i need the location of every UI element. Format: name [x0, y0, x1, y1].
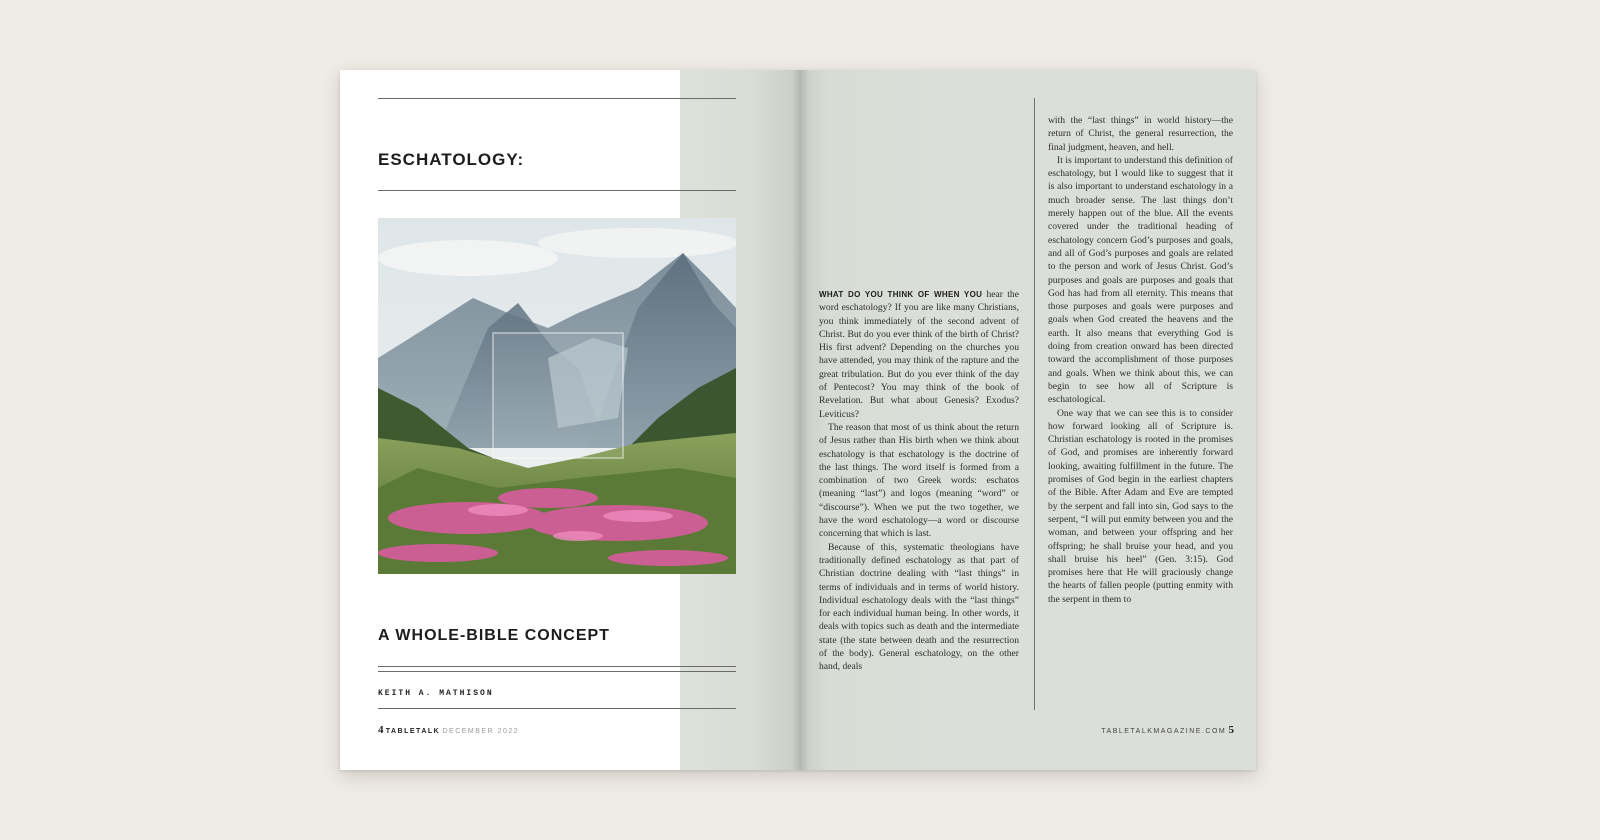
- col1-paragraph-1: hear the word eschatology? If you are like many Christians, you think immediately of the second advent of Christ. But do you ever think of the birth of Christ? His first advent? Depending on the churches you have attended, you may think of the rapture and the great tribulation. But do you ever think of the day of Pentecost? You may think of the book of Revelation. But what about Genesis? Exodus? Leviticus?: [819, 289, 1019, 420]
- col1-paragraph-2: The reason that most of us think about the return of Jesus rather than His birth when we think about eschatology is that eschatology is the doctrine of the last things. The word itself is formed from a combination of two Greek words: eschatos (meaning “last”) and logos (meaning “word” or “discourse”). When we put the two together, we have the word eschatology—a word or discourse concerning that which is last.: [819, 421, 1019, 540]
- col1-paragraph-3: Because of this, systematic theologians have traditionally defined eschatology as that part of Christian doctrine dealing with “last things” in terms of individuals and in terms of world history. Individual eschatology deals with the “last things” for each individual human being. In other words, it deals with topics such as death and the intermediate state (the state between death and the resurrection of the body). General eschatology, on the other hand, deals: [819, 541, 1019, 673]
- col2-paragraph-3: One way that we can see this is to consider how forward looking all of Scripture is. Christian eschatology is rooted in the promises of God, and promises are inherently forward looking, awaiting fulfillment in the future. The promises of God begin in the earliest chapters of the Bible. After Adam and Eve are tempted by the serpent and fall into sin, God says to the serpent, “I will put enmity between you and the woman, and between your offspring and her offspring; he shall bruise your head, and you shall bruise his heel” (Gen. 3:15). God promises here that He will graciously change the hearts of fallen people (putting enmity with the serpent in them to: [1048, 407, 1233, 605]
- article-column-1: [819, 288, 1019, 674]
- lead-in: WHAT DO YOU THINK OF WHEN YOU: [819, 290, 983, 299]
- col2-paragraph-2: It is important to understand this definition of eschatology, but I would like to suggest that it is also important to understand eschatology in a much broader sense. The last things don’t merely happen out of the blue. All the events covered under the traditional heading of eschatology concern God’s purposes and goals, and all of God’s purposes and goals are related to the person and work of Jesus Christ. God’s purposes and goals are purposes and goals that God has had from all eternity. This means that those purposes and goals were purposes and goals when God created the heavens and the earth. It also means that everything God is doing from creation onward has been directed toward the accomplishment of those purposes and goals. When we think about this, we can begin to see how all of Scripture is eschatological.: [1048, 154, 1233, 406]
- article-subtitle: A WHOLE-BIBLE CONCEPT: [378, 627, 610, 644]
- left-page-number: 4: [378, 724, 384, 736]
- right-page: [800, 70, 1256, 770]
- magazine-spread: [340, 70, 1256, 770]
- top-rule: [378, 98, 736, 99]
- website-url: TABLETALKMAGAZINE.COM: [1101, 728, 1227, 735]
- spine-gutter: [792, 70, 808, 770]
- left-folio: [378, 724, 519, 736]
- right-folio: [1101, 724, 1234, 736]
- subtitle-rule-1: [378, 666, 736, 667]
- article-column-2: [1048, 114, 1233, 606]
- col2-paragraph-1: with the “last things” in world history—the return of Christ, the general resurrection, the final judgment, heaven, and hell.: [1048, 115, 1233, 153]
- right-page-number: 5: [1228, 724, 1234, 736]
- magazine-name: TABLETALK: [385, 728, 441, 735]
- author-byline: KEITH A. MATHISON: [378, 689, 494, 698]
- subtitle-rule-2: [378, 671, 736, 672]
- mountain-meadow-photo: [378, 218, 736, 574]
- bottom-rule: [378, 708, 736, 709]
- left-page: [340, 70, 800, 770]
- column-divider: [1034, 98, 1035, 710]
- issue-date: DECEMBER 2022: [442, 728, 520, 735]
- title-rule: [378, 190, 736, 191]
- article-title: ESCHATOLOGY:: [378, 150, 525, 169]
